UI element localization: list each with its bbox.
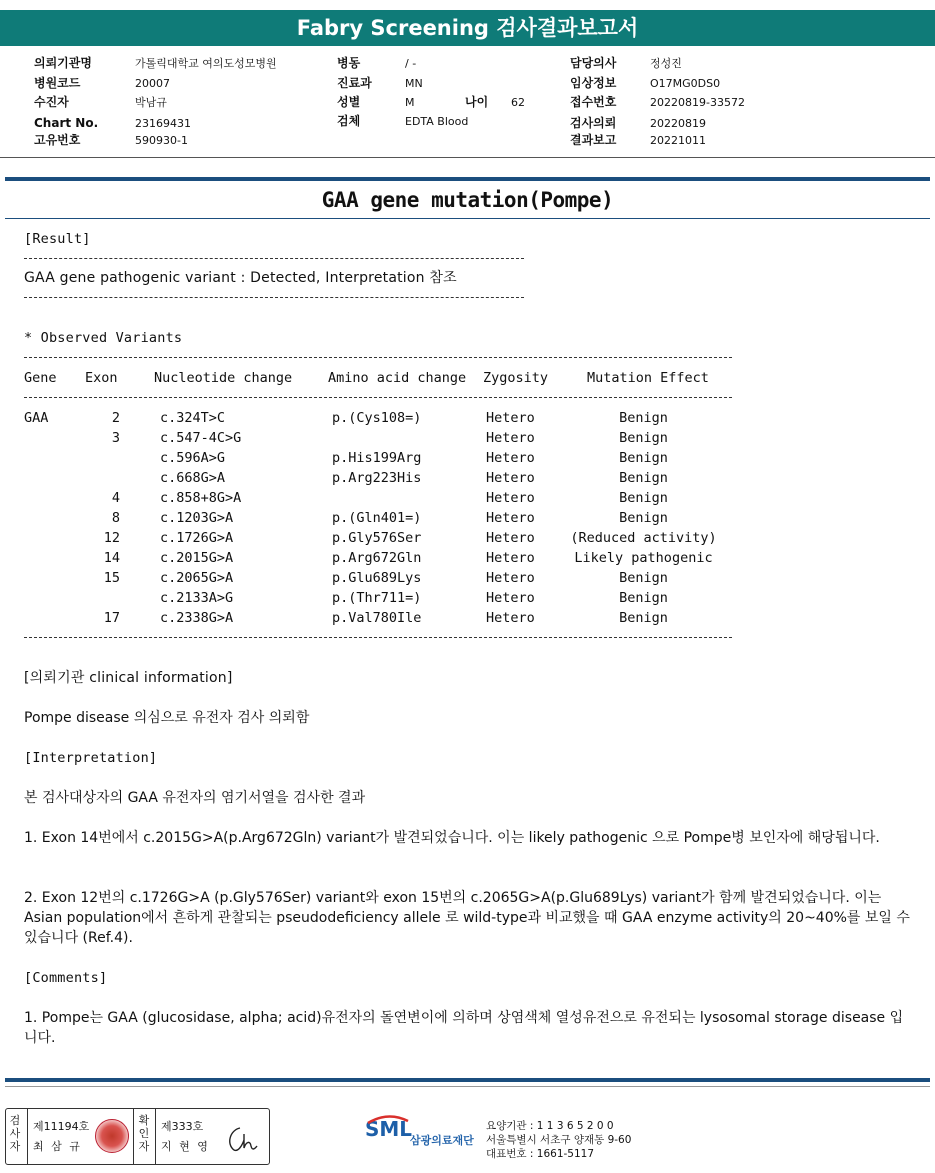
table-cell: Benign (619, 570, 668, 586)
meta-label: 임상정보 (570, 76, 617, 90)
table-cell: c.2133A>G (160, 590, 234, 606)
table-cell: Benign (619, 470, 668, 486)
table-row (18, 608, 726, 628)
meta-value: M (405, 96, 415, 109)
table-cell: Benign (619, 510, 668, 526)
table-cell: Hetero (486, 470, 535, 486)
col-nucleotide: Nucleotide change (154, 370, 293, 386)
meta-label: 검사의뢰 (570, 116, 617, 130)
table-cell: c.2015G>A (160, 550, 234, 566)
table-cell (85, 468, 130, 488)
org-name: 삼광의료재단 (410, 1134, 474, 1147)
footer-divider (5, 1086, 930, 1087)
table-cell (18, 468, 85, 488)
table-cell: 8 (111, 510, 120, 526)
sml-logo: SML (365, 1117, 413, 1141)
table-row (18, 568, 726, 588)
table-cell: p.Glu689Lys (332, 570, 422, 586)
table-row (18, 588, 726, 608)
table-cell: c.324T>C (160, 410, 226, 426)
meta-value: 20220819 (650, 117, 706, 130)
confirmer-label: 확 인 자 (138, 1114, 150, 1153)
table-cell: Hetero (486, 550, 535, 566)
signature-icon (224, 1124, 260, 1154)
interpretation-item-1: 1. Exon 14번에서 c.2015G>A(p.Arg672Gln) variant가 발견되었습니다. 이는 likely pathogenic 으로 Pompe병 보인자에 해당됩니다. (24, 830, 880, 846)
col-effect: Mutation Effect (587, 370, 709, 386)
col-zygosity: Zygosity (483, 370, 549, 386)
divider (133, 1109, 134, 1164)
meta-value: EDTA Blood (405, 115, 469, 128)
variants-table (18, 368, 726, 628)
table-cell: (Reduced activity) (570, 530, 717, 546)
table-cell: c.547-4C>G (160, 430, 242, 446)
table-cell: Benign (619, 590, 668, 606)
divider (24, 397, 732, 398)
report-header-title: Fabry Screening 검사결과보고서 (0, 10, 935, 46)
comments-heading: [Comments] (24, 970, 108, 986)
table-cell: c.1203G>A (160, 510, 234, 526)
table-cell: p.(Cys108=) (332, 410, 422, 426)
table-cell (18, 548, 85, 568)
table-cell: 12 (103, 530, 120, 546)
table-cell: p.Val780Ile (332, 610, 422, 626)
table-row (18, 548, 726, 568)
table-cell: 14 (103, 550, 120, 566)
col-amino: Amino acid change (328, 370, 467, 386)
table-cell: Hetero (486, 510, 535, 526)
age-label: 나이 (465, 95, 489, 109)
tester-license: 제11194호 (33, 1120, 90, 1133)
meta-label: 수진자 (34, 95, 69, 109)
header-divider (0, 157, 935, 158)
table-cell: GAA (24, 410, 49, 426)
table-cell: p.Gly576Ser (332, 530, 422, 546)
title-underline (5, 218, 930, 219)
table-cell: Benign (619, 490, 668, 506)
meta-value: 590930-1 (135, 134, 188, 147)
observed-variants-heading: * Observed Variants (24, 330, 183, 346)
comment-item-1: 1. Pompe는 GAA (glucosidase, alpha; acid)유전자의 돌연변이에 의하며 상염색체 열성유전으로 유전되는 lysosomal storage disease 입니다. (24, 1010, 904, 1046)
table-cell (18, 568, 85, 588)
table-cell: 2 (111, 410, 120, 426)
meta-value: 20221011 (650, 134, 706, 147)
table-cell (18, 428, 85, 448)
table-cell: Hetero (486, 590, 535, 606)
col-gene: Gene (24, 370, 57, 386)
result-line: GAA gene pathogenic variant : Detected, Interpretation 참조 (24, 270, 457, 286)
col-exon: Exon (85, 370, 118, 386)
table-cell: Benign (619, 450, 668, 466)
table-cell: 4 (111, 490, 120, 506)
meta-label: 접수번호 (570, 95, 617, 109)
table-row (18, 448, 726, 468)
table-cell: c.2338G>A (160, 610, 234, 626)
table-cell: Benign (619, 430, 668, 446)
table-cell (316, 488, 476, 508)
table-cell: 17 (103, 610, 120, 626)
table-cell: p.His199Arg (332, 450, 422, 466)
section-rule-top (5, 177, 930, 181)
meta-value: / - (405, 57, 417, 70)
divider (27, 1109, 28, 1164)
table-cell: Hetero (486, 410, 535, 426)
table-cell: p.(Thr711=) (332, 590, 422, 606)
table-row (18, 528, 726, 548)
table-cell (18, 528, 85, 548)
table-cell: p.Arg223His (332, 470, 422, 486)
table-row (18, 468, 726, 488)
divider (24, 297, 524, 298)
table-cell (316, 428, 476, 448)
meta-value: 20007 (135, 77, 170, 90)
table-cell: p.Arg672Gln (332, 550, 422, 566)
table-row (18, 488, 726, 508)
org-phone: 대표번호 : 1661-5117 (486, 1148, 595, 1160)
table-cell (18, 488, 85, 508)
meta-label: 결과보고 (570, 133, 617, 147)
table-cell (85, 448, 130, 468)
seal-stamp (95, 1119, 129, 1153)
section-rule-bottom (5, 1078, 930, 1082)
meta-label: 병동 (337, 56, 361, 70)
table-cell: c.668G>A (160, 470, 226, 486)
variants-header-row (18, 368, 726, 388)
meta-label: 고유번호 (34, 133, 81, 147)
meta-value: 23169431 (135, 117, 191, 130)
table-cell (85, 588, 130, 608)
meta-value: 박남규 (135, 96, 167, 109)
meta-label: 병원코드 (34, 76, 81, 90)
table-cell (18, 448, 85, 468)
interpretation-heading: [Interpretation] (24, 750, 158, 766)
meta-value: O17MG0DS0 (650, 77, 721, 90)
tester-label: 검 사 자 (9, 1114, 21, 1153)
table-cell (18, 608, 85, 628)
table-cell: c.858+8G>A (160, 490, 242, 506)
table-cell: c.1726G>A (160, 530, 234, 546)
tester-name: 최 삼 규 (33, 1140, 82, 1153)
meta-label: 진료과 (337, 76, 372, 90)
logo-arc-icon (366, 1113, 410, 1125)
meta-label: 검체 (337, 114, 361, 128)
spacer-row (18, 388, 726, 408)
table-cell: Hetero (486, 530, 535, 546)
table-cell: Benign (619, 610, 668, 626)
table-cell: Benign (619, 410, 668, 426)
table-cell: Hetero (486, 610, 535, 626)
meta-label: Chart No. (34, 116, 99, 130)
meta-label: 담당의사 (570, 56, 617, 70)
meta-value: 정성진 (650, 57, 682, 70)
meta-value: MN (405, 77, 423, 90)
interpretation-item-2: 2. Exon 12번의 c.1726G>A (p.Gly576Ser) variant와 exon 15번의 c.2065G>A(p.Glu689Lys) variant가 함께 발견되었습니다. 이는 Asian population에서 흔하게 관찰되는 pseudodeficiency allele 로 wild-type과 비교했을 때 GAA enzyme activity의 20~40%를 보일 수 있습니다 (Ref.4). (24, 890, 910, 946)
confirmer-name: 지 현 영 (161, 1140, 210, 1153)
interpretation-intro: 본 검사대상자의 GAA 유전자의 염기서열을 검사한 결과 (24, 790, 366, 806)
table-cell (18, 508, 85, 528)
table-cell: Hetero (486, 430, 535, 446)
table-row (18, 508, 726, 528)
table-cell: Hetero (486, 490, 535, 506)
divider (24, 258, 524, 259)
table-cell: 15 (103, 570, 120, 586)
table-row (18, 428, 726, 448)
meta-value: 가톨릭대학교 여의도성모병원 (135, 57, 277, 70)
table-cell: Hetero (486, 570, 535, 586)
org-code: 요양기관 : 1 1 3 6 5 2 0 0 (486, 1120, 614, 1132)
table-cell: p.(Gln401=) (332, 510, 422, 526)
table-cell: c.596A>G (160, 450, 226, 466)
divider (24, 637, 732, 638)
confirmer-license: 제333호 (161, 1120, 204, 1133)
table-cell: c.2065G>A (160, 570, 234, 586)
table-cell (18, 588, 85, 608)
meta-value: 20220819-33572 (650, 96, 745, 109)
table-cell: Likely pathogenic (574, 550, 713, 566)
table-cell: 3 (111, 430, 120, 446)
meta-label: 성별 (337, 95, 361, 109)
age-value: 62 (511, 96, 525, 109)
divider (155, 1109, 156, 1164)
divider (24, 357, 732, 358)
table-row (18, 408, 726, 428)
report-title: GAA gene mutation(Pompe) (321, 188, 614, 212)
org-address: 서울특별시 서초구 양재동 9-60 (486, 1134, 632, 1146)
table-cell: Hetero (486, 450, 535, 466)
clinical-heading: [의뢰기관 clinical information] (24, 670, 233, 686)
meta-label: 의뢰기관명 (34, 56, 92, 70)
clinical-text: Pompe disease 의심으로 유전자 검사 의뢰함 (24, 710, 310, 726)
result-heading: [Result] (24, 231, 91, 247)
